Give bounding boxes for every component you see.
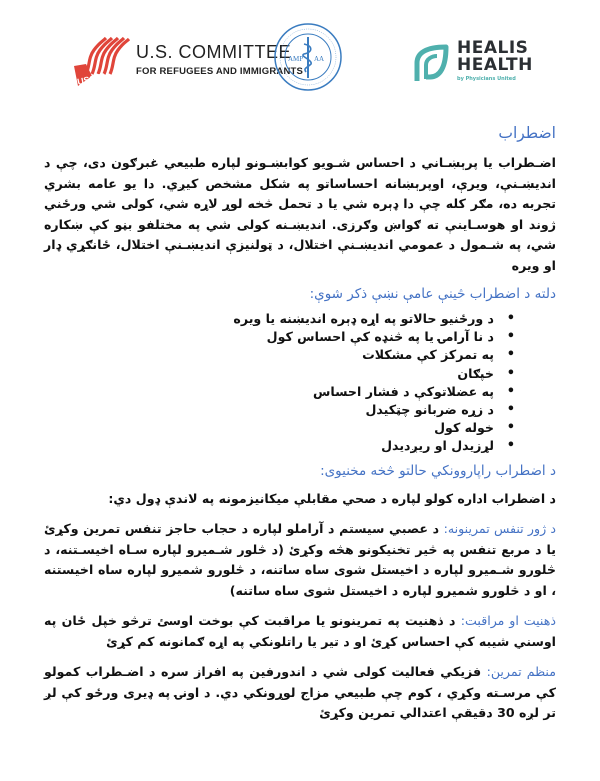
coping-intro: د اضطراب اداره کولو لپاره د صحي مقابلې میکانیزمونه په لاندې ډول دي: <box>108 490 556 506</box>
document-title: اضطراب <box>498 124 556 142</box>
list-item: • د ورځنیو حالاتو په اړه ډېره اندیښنه یا ویره <box>44 310 556 328</box>
list-item: • خوله کول <box>44 419 556 437</box>
uscri-title: U.S. COMMITTEE <box>136 42 291 62</box>
technique-text: فزیکي فعالیت کولی شي د اندورفین په افراز سره د اضـطراب کمولو کې مرسـته وکړي ، کوم چې طبیعي مزاج لوړونکي دي. د اونۍ په ډیری ورځو کې لږ تر لږه 30 دقیقې اعتدالي تمرین وکړئ <box>44 664 556 721</box>
list-item: • د نا آرامۍ یا په څنډه کې احساس کول <box>44 328 556 346</box>
svg-text:AA: AA <box>314 55 325 63</box>
technique-text: د ذهنیت په تمرینونو یا مراقبت کې بوخت اوسئ ترڅو خپل ځان په اوسني شیبه کې احساس کړئ او د تیر یا راتلونکي په اړه ګمانونه کم کړئ <box>44 613 556 649</box>
list-item: • خپګان <box>44 365 556 383</box>
leaf-icon <box>410 43 452 85</box>
healis-health-logo <box>410 40 560 90</box>
list-item: • په عضلاتوکې د فشار احساس <box>44 383 556 401</box>
list-item: • د زړه ضربانو چټکیدل <box>44 401 556 419</box>
document-body <box>44 118 556 734</box>
healis-line2: HEALTH <box>457 55 533 75</box>
symptoms-list <box>44 310 556 456</box>
symptoms-heading: دلته د اضطراب څینې عامې نښې ذکر شوې: <box>309 286 556 302</box>
technique-mindfulness <box>44 611 556 652</box>
coping-heading: د اضطراب راپاروونکي حالتو څخه مخنیوی: <box>320 462 556 479</box>
svg-text:USCRI: USCRI <box>76 71 106 87</box>
technique-lead: ذهنیت او مراقبت: <box>460 613 556 629</box>
technique-exercise <box>44 662 556 724</box>
technique-lead: منظم تمرین: <box>486 664 556 680</box>
healis-line1: HEALIS <box>457 38 529 58</box>
healis-tagline: by Physicians United <box>457 76 516 82</box>
intro-paragraph: اضـطراب یا پرېښـاني د احساس شـویو کوابښـونو لپاره طبیعي غبرګون دی، چې د اندیښـنې، ویرې، اوپرېښانه احساساتو په شکل مشخص کیږي. دا یو عامه بشري تجربه ده، مګر کله چې دا ډېره شي یا د تحمل څخه لوړ لاړه شي، کولی شي ورځني ژوند او هوسـاینې ته ګواښ وګرزی. اندیښـنه کولی شي په مختلفو بڼو کې ښکاره شي، په شـمول د عمومي اندیښـنې اختلال، د ټولنیزې اندیښـنې اختلال، ځانګړي ډار او ویره <box>44 155 556 273</box>
list-item: • لړزیدل او ریږدیدل <box>44 437 556 455</box>
technique-text: د عصبي سیستم د آراملو لپاره د حجاب حاجز تنفس تمرین وکړئ یا د مربع تنفس په څیر تخنیکونو هڅه وکړئ (د څلور شـمیرو لپاره سـاه اخیسـتنه، د څلورو شـمیرو لپاره د اخیستل شوی ساه ساتنه، د څلورو شمیرو لپاره ساه اخیستنه ، او د څلورو شمیرو لپاره د اخیستل شوی ساه ساتنه) <box>44 521 556 598</box>
page-header <box>0 0 600 110</box>
technique-deep-breathing <box>44 519 556 601</box>
technique-lead: د ژور تنفس تمرینونه: <box>443 521 556 537</box>
list-item: • په تمرکز کې مشکلات <box>44 346 556 364</box>
svg-text:AMP: AMP <box>288 55 304 63</box>
ampaa-seal-logo <box>273 22 343 92</box>
uscri-subtitle: FOR REFUGEES AND IMMIGRANTS <box>136 66 304 77</box>
uscri-flag-icon <box>72 36 130 88</box>
caduceus-seal-icon <box>273 22 343 92</box>
